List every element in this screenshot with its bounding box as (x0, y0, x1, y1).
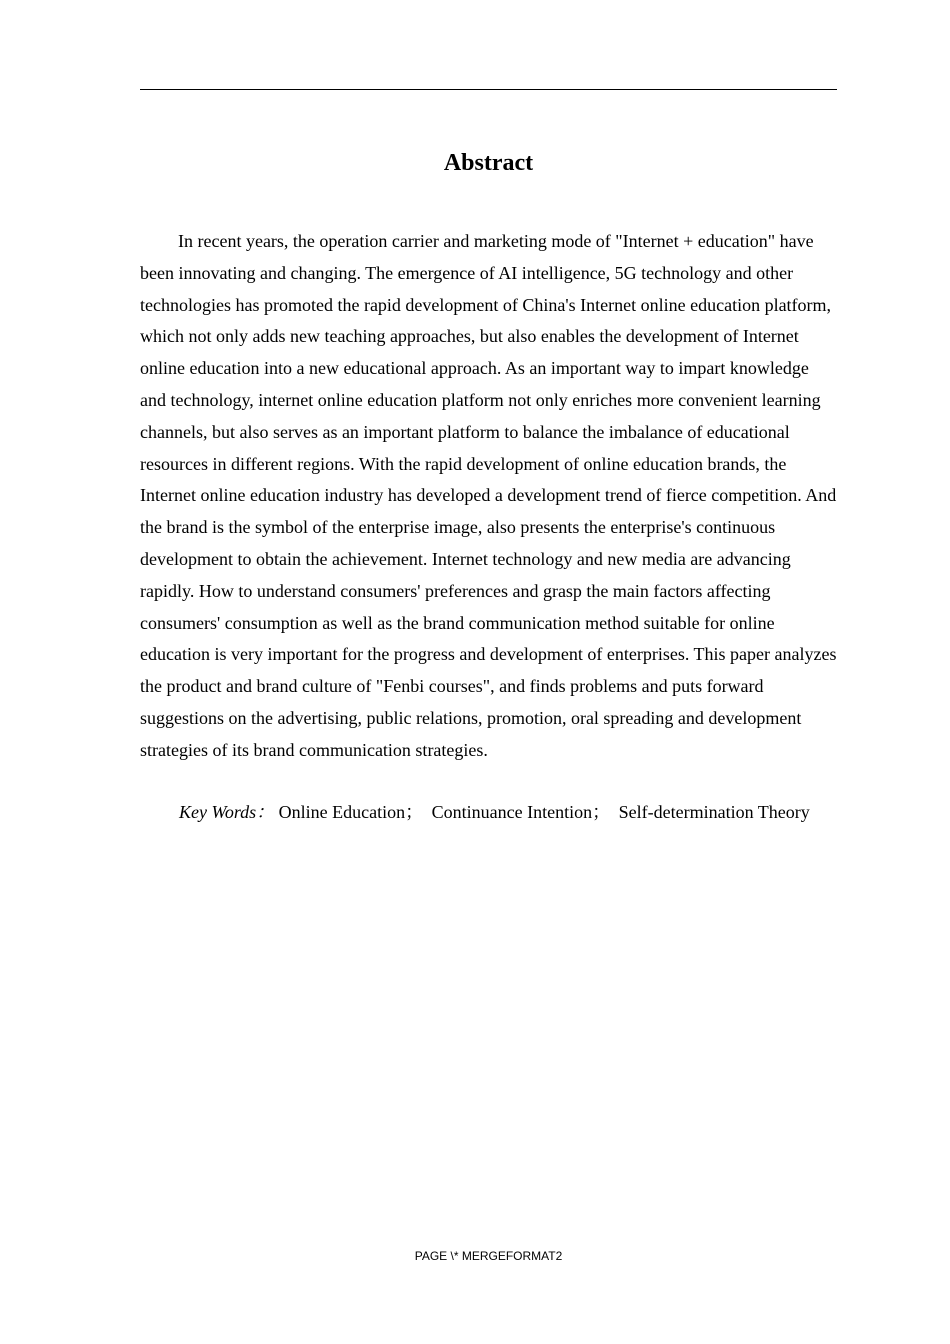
keywords-line (140, 795, 837, 830)
abstract-title: Abstract (443, 150, 534, 176)
header-rule (140, 89, 837, 90)
keyword-item: Online Education； (278, 802, 424, 822)
keywords-label: Key Words： (179, 802, 275, 822)
keyword-item: Self-determination Theory (618, 802, 810, 822)
abstract-body: In recent years, the operation carrier and marketing mode of "Internet + education" have been innovating and changing. The emergence of AI intelligence, 5G technology and other technologies has promoted the rapid development of China's Internet online education platform, which not only adds new teaching approaches, but also enables the development of Internet online education into a new educational approach. As an important way to impart knowledge and technology, internet online education platform not only enriches more convenient learning channels, but also serves as an important platform to balance the imbalance of educational resources in different regions. With the rapid development of online education brands, the Internet online education industry has developed a development trend of fierce competition. And the brand is the symbol of the enterprise image, also presents the enterprise's continuous development to obtain the achievement. Internet technology and new media are advancing rapidly. How to understand consumers' preferences and grasp the main factors affecting consumers' consumption as well as the brand communication method suitable for online education is very important for the progress and development of enterprises. This paper analyzes the product and brand culture of "Fenbi courses", and finds problems and puts forward suggestions on the advertising, public relations, promotion, oral spreading and development strategies of its brand communication strategies. (140, 231, 837, 760)
page-footer: PAGE \* MERGEFORMAT2 (414, 1249, 563, 1263)
keyword-item: Continuance Intention； (431, 802, 611, 822)
